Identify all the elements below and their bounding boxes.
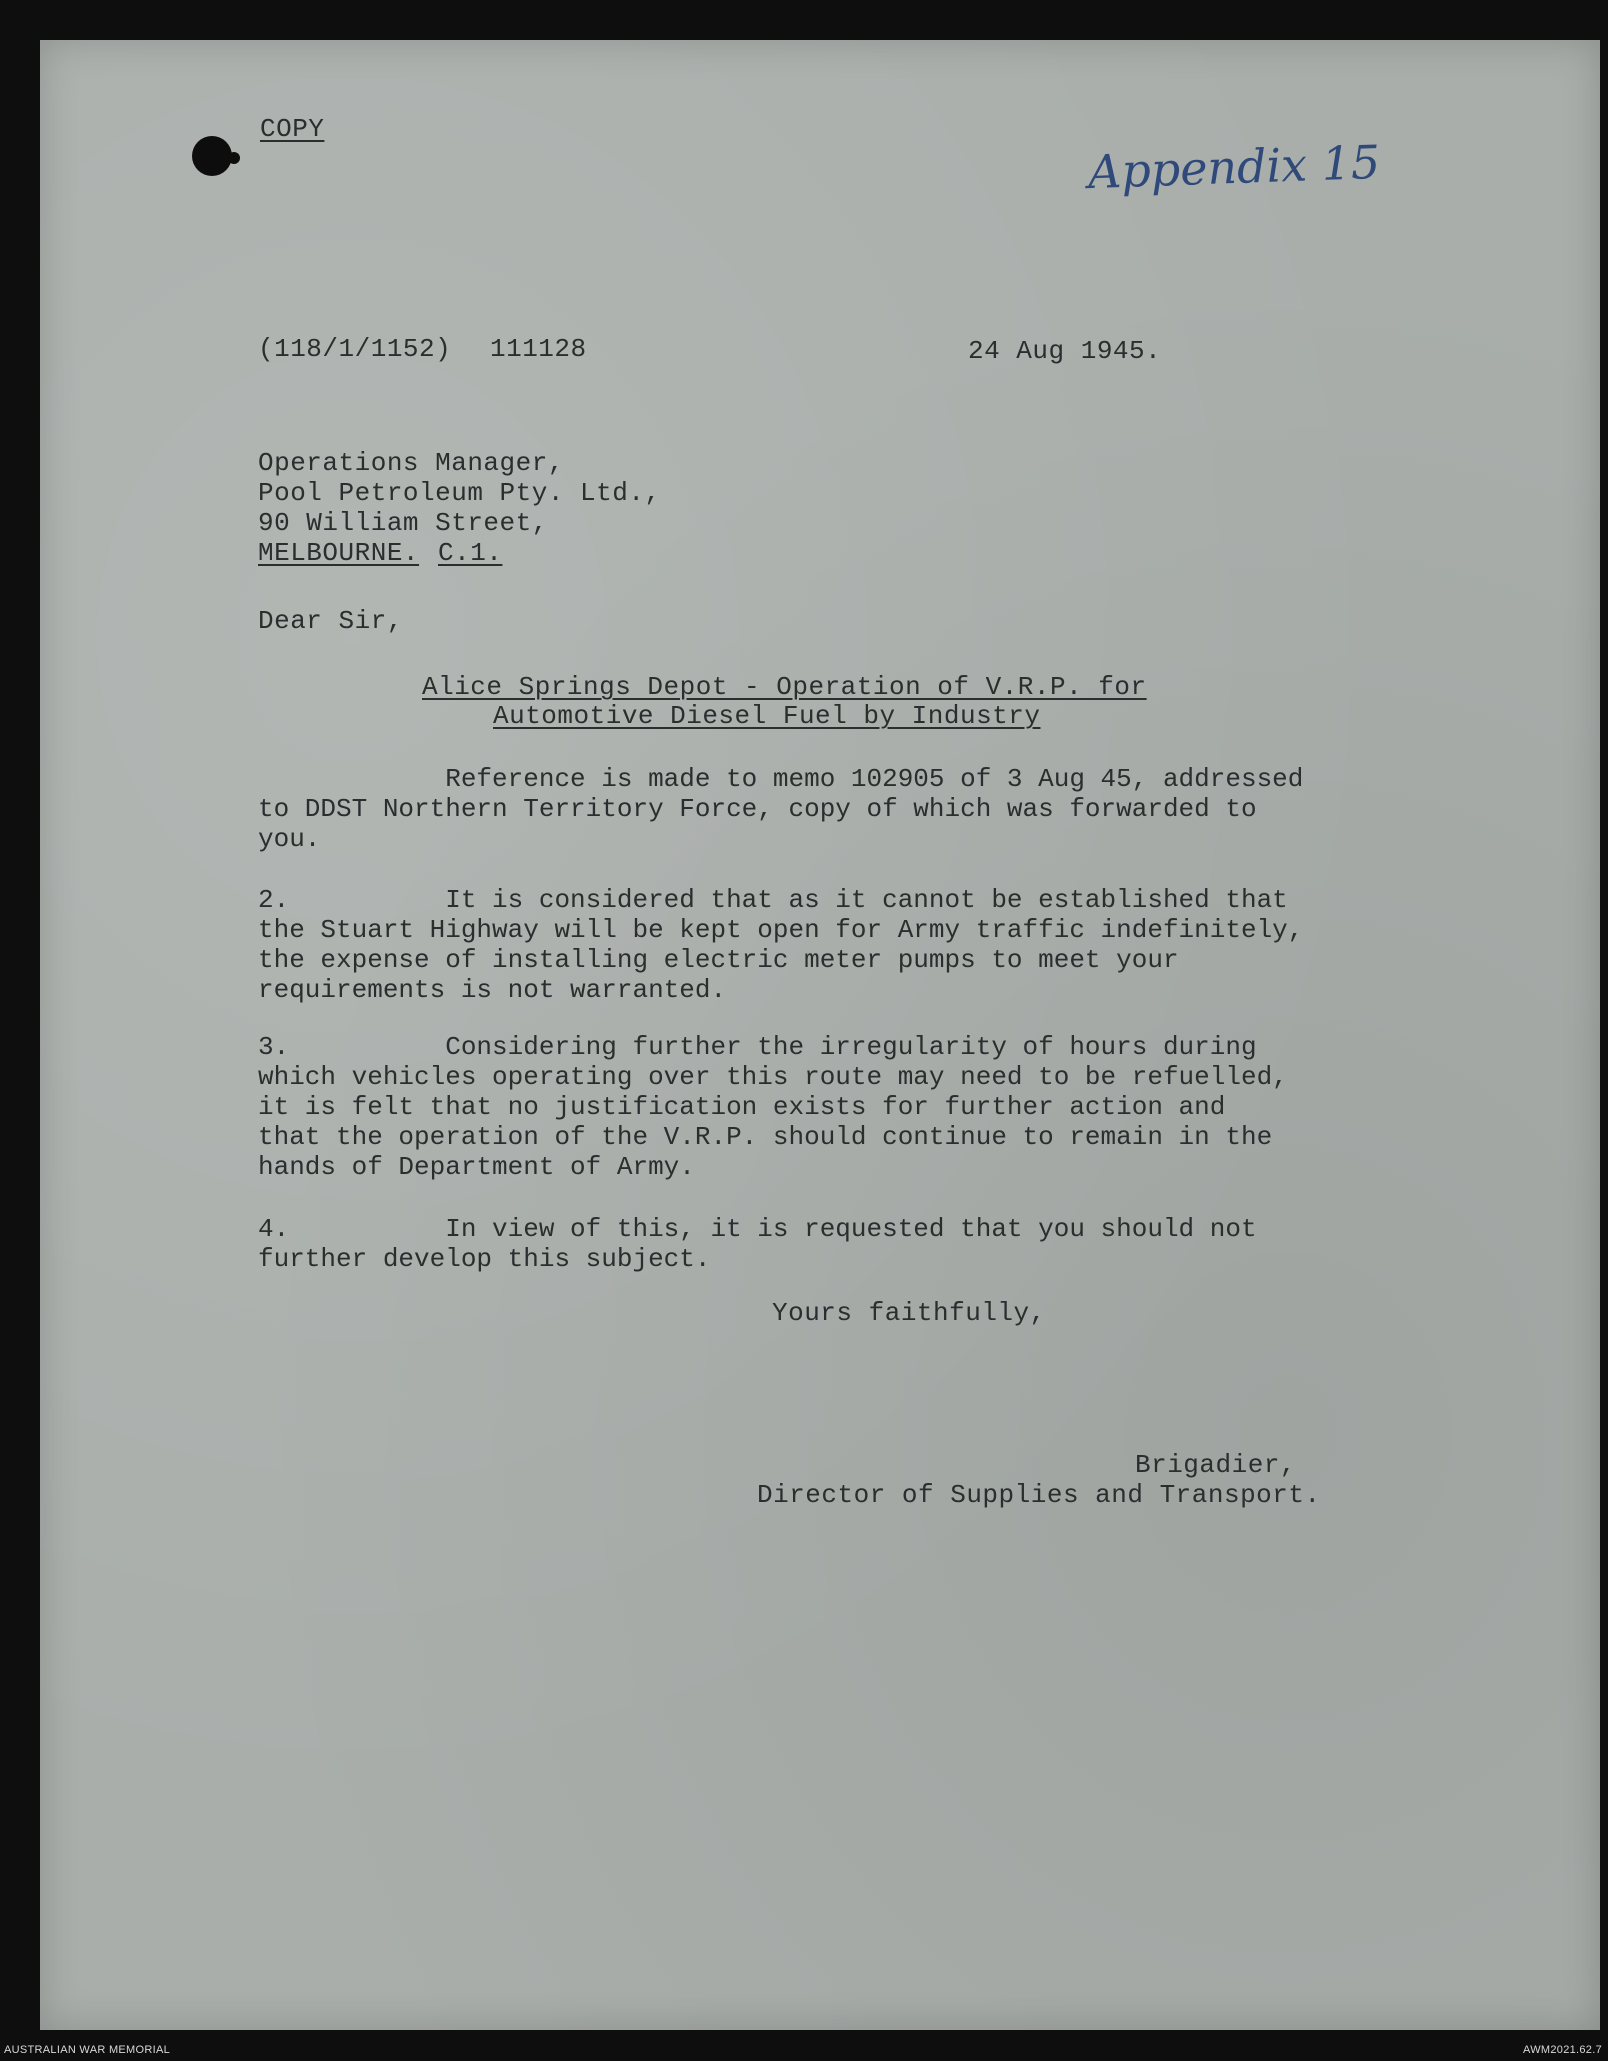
closing: Yours faithfully, [772, 1298, 1046, 1328]
subject-line-2: Automotive Diesel Fuel by Industry [493, 701, 1041, 731]
footer-right: AWM2021.62.7 [1522, 2044, 1602, 2056]
address-line-1: Operations Manager, [258, 448, 564, 478]
address-city: MELBOURNE. [258, 538, 420, 568]
paragraph-1: Reference is made to memo 102905 of 3 Aug 45, addressed to DDST Northern Territory Force, copy of which was forwarded to you. [258, 764, 1304, 854]
address-line-2: Pool Petroleum Pty. Ltd., [258, 478, 661, 508]
file-reference: (118/1/1152) [258, 334, 452, 364]
copy-label: COPY [260, 114, 325, 144]
salutation: Dear Sir, [258, 606, 403, 636]
paragraph-4: 4. In view of this, it is requested that you should not further develop this subject. [258, 1214, 1257, 1274]
paragraph-3: 3. Considering further the irregularity of hours during which vehicles operating over this route may need to be refuelled, it is felt that no justification exists for further action and that the operation of the V.R.P. should continue to remain in the hands of Department of Army. [258, 1032, 1288, 1182]
memo-number: 111128 [490, 334, 587, 364]
signatory-title: Director of Supplies and Transport. [757, 1480, 1321, 1510]
letter-date: 24 Aug 1945. [968, 336, 1162, 366]
handwritten-annotation: Appendix 15 [1087, 134, 1382, 200]
document-page [40, 40, 1600, 2030]
paragraph-2: 2. It is considered that as it cannot be established that the Stuart Highway will be kept open for Army traffic indefinitely, the expense of installing electric meter pumps to meet your requirements is not warranted. [258, 885, 1304, 1005]
address-line-3: 90 William Street, [258, 508, 548, 538]
signatory-rank: Brigadier, [1135, 1450, 1297, 1480]
subject-line-1: Alice Springs Depot - Operation of V.R.P. for [422, 672, 1147, 702]
footer-left: AUSTRALIAN WAR MEMORIAL [4, 2044, 171, 2056]
address-postcode: C.1. [438, 538, 503, 568]
punch-hole-icon [192, 136, 232, 176]
